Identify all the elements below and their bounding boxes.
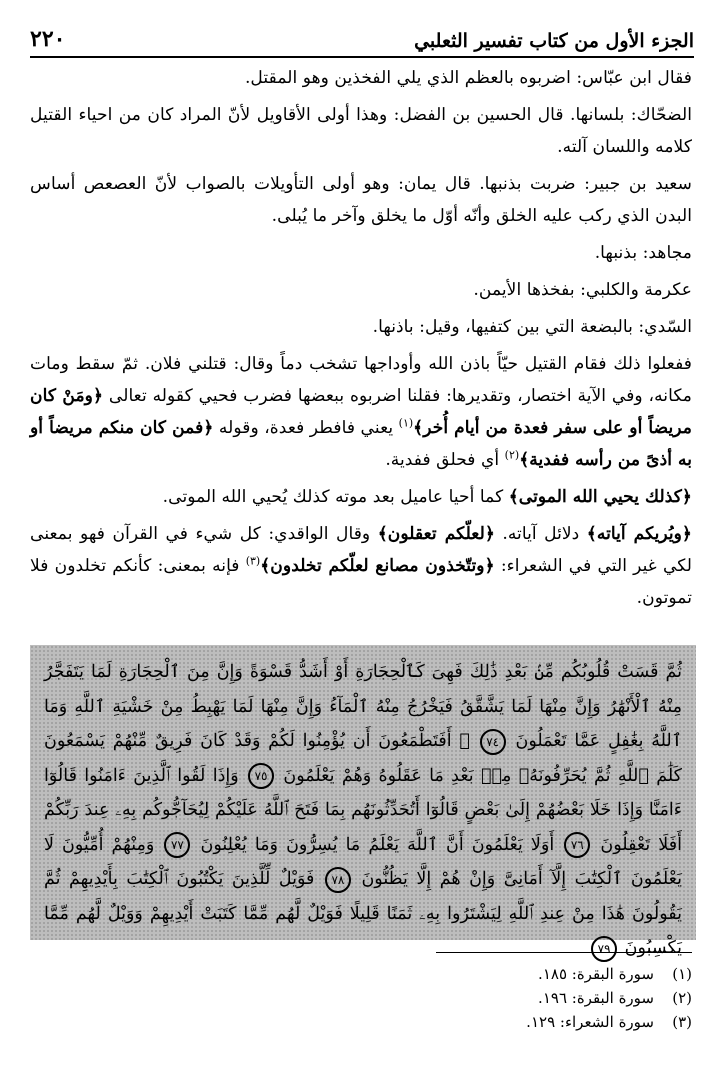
paragraph: عكرمة والكلبي: بفخذها الأيمن.	[473, 280, 692, 300]
running-title: الجزء الأول من كتاب تفسير الثعلبي	[414, 30, 694, 52]
quran-verses-box	[30, 645, 696, 958]
footnote-ref: (٢)	[504, 448, 520, 462]
verse-number-icon: ٧٦	[564, 832, 590, 858]
footnotes	[352, 962, 692, 1034]
verse-text: وَمِنْهُمْ أُمِّيُّونَ لَا يَعْلَمُونَ ٱلْكِتَٰبَ إِلَّآ أَمَانِىَّ وَإِنْ هُمْ إِلَّا يَظُنُّونَ	[44, 834, 682, 889]
verse-number-icon: ٧٥	[248, 763, 274, 789]
footnote-text: سورة البقرة: ١٩٦.	[538, 989, 654, 1007]
footnote-ref: (٣)	[245, 554, 261, 568]
quran-quote: ﴿ويُريكم آياته﴾	[586, 524, 692, 544]
footnote-text: سورة البقرة: ١٨٥.	[538, 965, 654, 983]
quran-quote: ﴿فمن كان منكم مريضاً أو به أذىً من رأسه ففدية﴾	[30, 418, 692, 470]
verse-text: فَوَيْلٌ لِّلَّذِينَ يَكْتُبُونَ ٱلْكِتَٰبَ بِأَيْدِيهِمْ ثُمَّ يَقُولُونَ هَٰذَا مِنْ عِندِ ٱللَّهِ لِيَشْتَرُوا بِهِۦ ثَمَنًا قَلِيلًا فَوَيْلٌ لَّهُم مِّمَّا كَتَبَتْ أَيْدِيهِمْ وَوَيْلٌ لَّهُم مِّمَّا يَكْسِبُونَ	[44, 869, 682, 958]
verse-text: ۞ أَفَتَطْمَعُونَ أَن يُؤْمِنُوا لَكُمْ وَقَدْ كَانَ فَرِيقٌ مِّنْهُمْ يَسْمَعُونَ كَلَٰمَ ٱللَّهِ ثُمَّ يُحَرِّفُونَهُۥ مِنۢ بَعْدِ مَا عَقَلُوهُ وَهُمْ يَعْلَمُونَ	[44, 731, 682, 786]
footnote-text: سورة الشعراء: ١٢٩.	[526, 1013, 654, 1031]
quran-quote: ﴿كذلك يحيي الله الموتى﴾	[508, 487, 692, 507]
paragraph: الضحّاك: بلسانها. قال الحسين بن الفضل: وهذا أولى الأقاويل لأنّ المراد كان من احياء القتيل كلامه واللسان آلته.	[30, 105, 692, 157]
text-run: ففعلوا ذلك فقام القتيل حيّاً باذن الله وأوداجها تشخب دماً وقال: قتلني فلان. ثمّ سقط ومات مكانه، وفي الآية اختصار، وتقديرها: فقلنا اضربوه ببعضها فضرب فحيي كقوله تعالى	[30, 354, 693, 406]
text-run: يعني فافطر فعدة، وقوله	[218, 418, 394, 438]
verse-number-icon: ٧٤	[480, 729, 506, 755]
text-run: فإنه بمعنى: كأنكم تخلدون فلا تموتون.	[30, 556, 692, 608]
main-text	[30, 62, 692, 619]
footnote-ref: (١)	[398, 416, 414, 430]
verse-number-icon: ٧٧	[164, 832, 190, 858]
text-run: أي فحلق ففدية.	[385, 450, 500, 470]
footnote-number: (١)	[672, 965, 692, 983]
page-number: ٢٢٠	[30, 26, 66, 52]
quran-quote: ﴿ومَنْ كان مريضاً أو على سفر فعدة من أيام أُخر﴾	[30, 386, 692, 438]
verse-number-icon: ٧٨	[325, 867, 351, 893]
paragraph: مجاهد: بذنبها.	[594, 243, 692, 263]
footnote	[352, 962, 692, 986]
text-run: دلائل آياته.	[502, 524, 580, 544]
footnote	[352, 986, 692, 1010]
paragraph	[30, 518, 692, 614]
paragraph: سعيد بن جبير: ضربت بذنبها. قال يمان: وهو أولى التأويلات بالصواب لأنّ العصعص أساس البدن الذي ركب عليه الخلق وأنّه أوّل ما يخلق وآخر ما يُبلى.	[30, 174, 692, 226]
paragraph: السّدي: بالبضعة التي بين كتفيها، وقيل: باذنها.	[372, 317, 692, 337]
paragraph	[30, 348, 692, 476]
page-header	[30, 18, 694, 58]
paragraph: فقال ابن عبّاس: اضربوه بالعظم الذي يلي الفخذين وهو المقتل.	[244, 68, 692, 88]
footnote-divider	[436, 952, 692, 953]
paragraph	[30, 481, 692, 513]
text-run: كما أحيا عاميل بعد موته كذلك يُحيي الله الموتى.	[162, 487, 504, 507]
verse-text: ثُمَّ قَسَتْ قُلُوبُكُم مِّنۢ بَعْدِ ذَٰلِكَ فَهِىَ كَٱلْحِجَارَةِ أَوْ أَشَدُّ قَسْوَةً وَإِنَّ مِنَ ٱلْحِجَارَةِ لَمَا يَتَفَجَّرُ مِنْهُ ٱلْأَنْهَٰرُ وَإِنَّ مِنْهَا لَمَا يَشَّقَّقُ فَيَخْرُجُ مِنْهُ ٱلْمَآءُ وَإِنَّ مِنْهَا لَمَا يَهْبِطُ مِنْ خَشْيَةِ ٱللَّهِ وَمَا ٱللَّهُ بِغَٰفِلٍ عَمَّا تَعْمَلُونَ	[44, 662, 682, 751]
footnote	[352, 1010, 692, 1034]
footnote-number: (٣)	[672, 1013, 692, 1031]
verse-text: أَوَلَا يَعْلَمُونَ أَنَّ ٱللَّهَ يَعْلَمُ مَا يُسِرُّونَ وَمَا يُعْلِنُونَ	[200, 834, 555, 855]
quran-quote: ﴿وتتّخذون مصانع لعلّكم تخلدون﴾	[260, 556, 495, 576]
verse-number-icon: ٧٩	[591, 936, 617, 962]
text-run: وقال الواقدي: كل شيء في القرآن فهو بمعنى لكي غير التي في الشعراء:	[30, 524, 693, 576]
footnote-number: (٢)	[672, 989, 692, 1007]
quran-quote: ﴿لعلّكم تعقلون﴾	[377, 524, 495, 544]
verse-text: وَإِذَا لَقُوا ٱلَّذِينَ ءَامَنُوا قَالُوٓا ءَامَنَّا وَإِذَا خَلَا بَعْضُهُمْ إِلَىٰ بَعْضٍ قَالُوٓا أَتُحَدِّثُونَهُم بِمَا فَتَحَ ٱللَّهُ عَلَيْكُمْ لِيُحَآجُّوكُم بِهِۦ عِندَ رَبِّكُمْ أَفَلَا تَعْقِلُونَ	[44, 765, 682, 855]
